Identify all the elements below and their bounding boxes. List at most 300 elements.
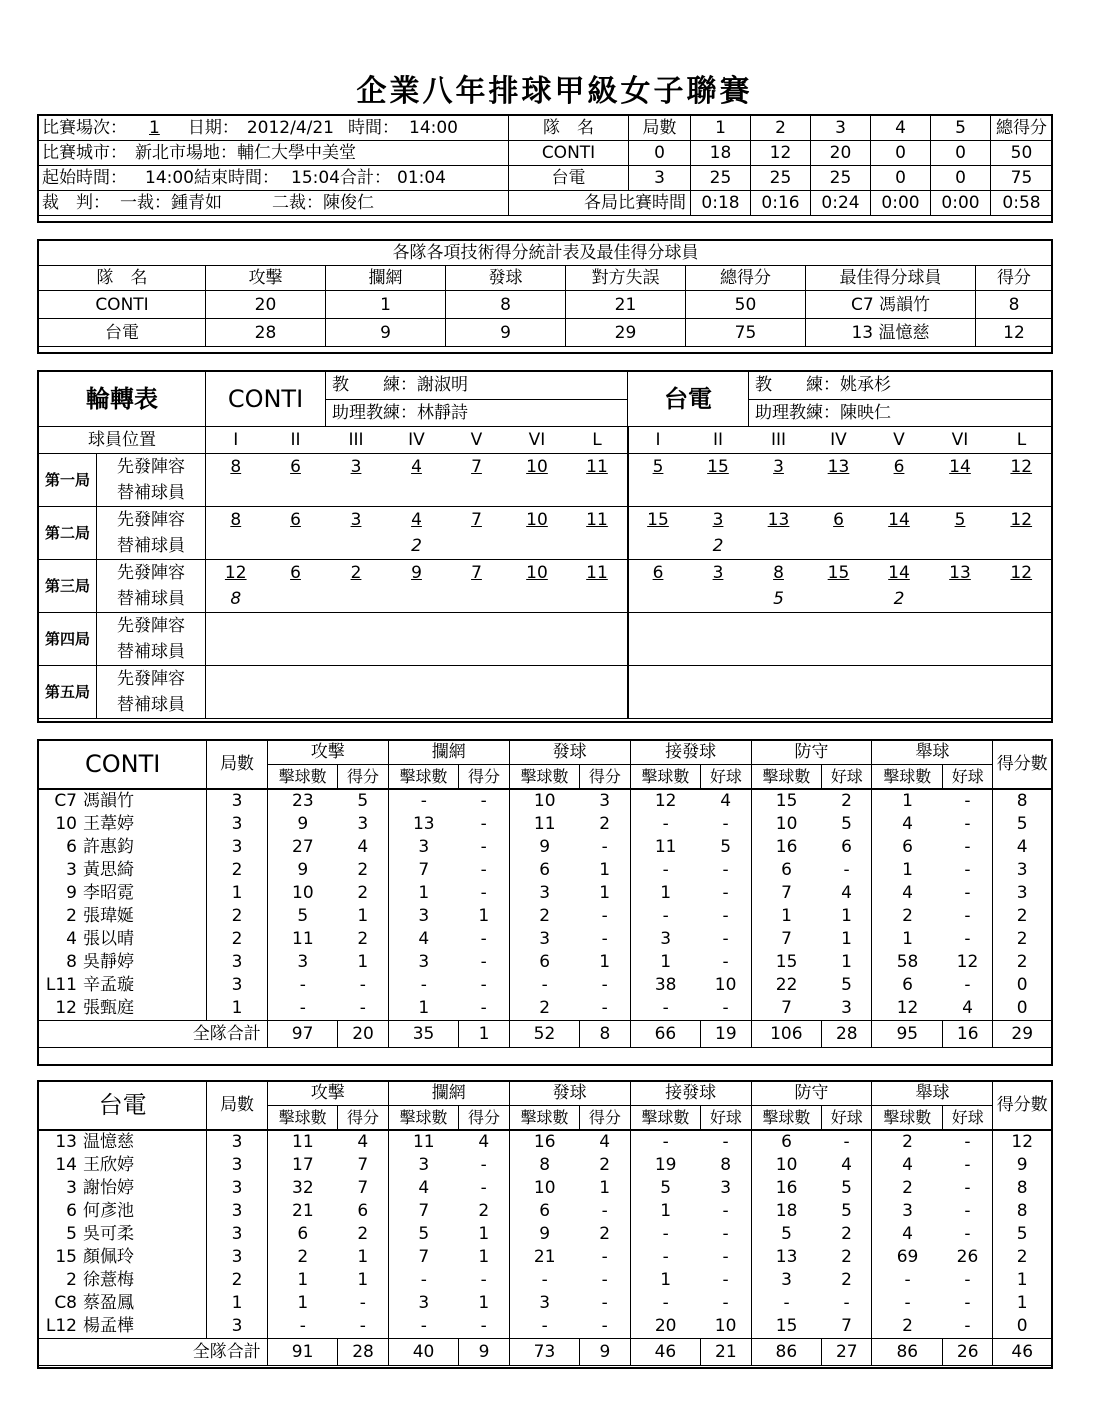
player-number: 6: [66, 1201, 77, 1221]
stat-value: -: [580, 997, 630, 1021]
player-label: 王欣婷: [83, 1155, 134, 1175]
starter-number: 10: [507, 507, 568, 534]
ref2: 陳俊仁: [323, 193, 374, 213]
stat-value: 12: [630, 789, 701, 813]
team-a-name: CONTI: [206, 372, 326, 427]
stat-value: -: [580, 1315, 630, 1339]
stat-value: 5: [701, 836, 751, 859]
stat-value: 3: [338, 813, 388, 836]
skill-sub-header: 擊球數: [751, 1106, 822, 1131]
skill-group-header: 攔網: [388, 741, 509, 765]
skill-sub-header: 擊球數: [509, 1106, 580, 1131]
total-label: 全隊合計: [39, 1339, 268, 1366]
total-value: 28: [338, 1339, 388, 1366]
stat-value: -: [459, 859, 509, 882]
starter-number: 3: [749, 454, 809, 481]
stat-value: 3: [388, 1154, 459, 1177]
position-header: VI: [930, 427, 991, 454]
stat-value: 9: [509, 836, 580, 859]
stat-value: -: [701, 1292, 751, 1315]
stat-value: 11: [509, 813, 580, 836]
sets-played: 3: [207, 974, 267, 997]
stat-value: 5: [338, 789, 388, 813]
stat-value: 4: [872, 882, 943, 905]
stat-value: -: [943, 1292, 993, 1315]
stat-value: 1: [872, 928, 943, 951]
tech-value: 75: [686, 319, 806, 347]
venue: 輔仁大學中美堂: [237, 143, 356, 163]
stat-value: 4: [338, 836, 388, 859]
starter-number: 4: [387, 454, 447, 481]
stat-value: -: [580, 905, 630, 928]
rotation-title: 輪轉表: [39, 372, 206, 427]
stat-value: 6: [267, 1223, 338, 1246]
total-time: 01:04: [397, 168, 446, 188]
player-label: 許惠鈞: [83, 837, 134, 857]
stat-value: -: [580, 1246, 630, 1269]
substitute-number: 2: [387, 533, 447, 560]
team-name: 台電: [509, 166, 629, 191]
sets-played: 1: [207, 882, 267, 905]
stat-value: -: [459, 951, 509, 974]
skill-sub-header: 得分: [580, 765, 630, 790]
set-score: 25: [751, 166, 811, 191]
stat-value: 2: [338, 1223, 388, 1246]
stat-value: 1: [338, 905, 388, 928]
stat-value: 21: [509, 1246, 580, 1269]
team-name: 台電: [39, 319, 206, 347]
team-name: CONTI: [39, 291, 206, 319]
starter-number: 12: [991, 560, 1053, 587]
stat-value: -: [701, 997, 751, 1021]
sets-played: 3: [207, 1315, 267, 1339]
best-scorer: C7 馮韻竹: [806, 291, 976, 319]
stat-value: 10: [509, 1177, 580, 1200]
total-value: 29: [993, 1021, 1052, 1048]
stat-value: -: [580, 1269, 630, 1292]
player-number: 15: [55, 1247, 77, 1267]
stat-value: 1: [459, 1246, 509, 1269]
stat-value: 12: [943, 951, 993, 974]
stat-value: 6: [509, 1200, 580, 1223]
stat-value: 16: [751, 1177, 822, 1200]
position-header: VI: [507, 427, 568, 454]
score-header: 5: [931, 116, 991, 141]
stat-value: 10: [751, 813, 822, 836]
stat-value: 5: [822, 813, 872, 836]
stat-value: -: [701, 859, 751, 882]
stat-value: -: [701, 905, 751, 928]
starter-number: 14: [869, 507, 930, 534]
player-number: 6: [66, 837, 77, 857]
points-header: 得分數: [993, 1082, 1052, 1131]
stat-value: 4: [388, 928, 459, 951]
stat-value: 1: [580, 859, 630, 882]
tech-header: 攻擊: [206, 266, 326, 291]
stat-value: -: [701, 1269, 751, 1292]
stat-value: 4: [822, 882, 872, 905]
set-score: 0: [871, 166, 931, 191]
tech-value: 1: [326, 291, 446, 319]
starter-number: 12: [991, 454, 1053, 481]
stat-value: 3: [751, 1269, 822, 1292]
starter-number: 6: [266, 560, 326, 587]
stat-value: 1: [338, 1246, 388, 1269]
stat-value: 1: [630, 951, 701, 974]
stat-value: 2: [872, 1177, 943, 1200]
stat-value: 4: [872, 1223, 943, 1246]
stat-value: 1: [580, 951, 630, 974]
set-label: 第五局: [39, 666, 97, 719]
stat-value: 1: [630, 882, 701, 905]
tech-header: 攔網: [326, 266, 446, 291]
stat-value: 1: [872, 789, 943, 813]
stat-value: -: [630, 1246, 701, 1269]
substitute-number: 2: [688, 533, 749, 560]
skill-group-header: 舉球: [872, 1082, 993, 1106]
stat-value: -: [580, 836, 630, 859]
referee-label: 裁 判：: [42, 193, 110, 213]
points: 3: [993, 859, 1052, 882]
stat-value: -: [701, 813, 751, 836]
substitute-label: 替補球員: [97, 480, 206, 507]
tech-value: 50: [686, 291, 806, 319]
position-header: I: [206, 427, 266, 454]
stat-value: 1: [580, 882, 630, 905]
points-header: 得分數: [993, 741, 1052, 790]
skill-sub-header: 擊球數: [630, 1106, 701, 1131]
best-scorer: 13 温憶慈: [806, 319, 976, 347]
stat-value: 4: [459, 1130, 509, 1154]
starter-number: 14: [930, 454, 991, 481]
skill-sub-header: 擊球數: [630, 765, 701, 790]
set-score: 12: [751, 141, 811, 166]
stat-value: -: [630, 997, 701, 1021]
stat-value: 2: [509, 905, 580, 928]
player-label: 吳可柔: [83, 1224, 134, 1244]
header-frame: [37, 114, 1053, 223]
starter-number: 11: [568, 454, 628, 481]
starter-number: 10: [507, 454, 568, 481]
sets-played: 3: [207, 1130, 267, 1154]
total-value: 86: [751, 1339, 822, 1366]
stat-value: -: [630, 1223, 701, 1246]
stat-value: 1: [822, 905, 872, 928]
points: 8: [993, 789, 1052, 813]
stat-value: 7: [388, 1200, 459, 1223]
starter-number: 15: [628, 507, 688, 534]
stat-value: -: [267, 997, 338, 1021]
starter-label: 先發陣容: [97, 613, 206, 640]
tech-header: 發球: [446, 266, 566, 291]
assistant-label: 助理教練：: [332, 402, 417, 423]
stat-value: 2: [822, 789, 872, 813]
stat-value: -: [338, 974, 388, 997]
stat-value: 1: [580, 1177, 630, 1200]
stat-value: -: [459, 882, 509, 905]
sets-played: 3: [207, 1200, 267, 1223]
skill-sub-header: 好球: [943, 765, 993, 790]
stat-value: 5: [751, 1223, 822, 1246]
ref1: 鍾青如: [171, 193, 222, 213]
total-value: 16: [943, 1021, 993, 1048]
stat-value: -: [630, 1292, 701, 1315]
stat-value: -: [338, 1292, 388, 1315]
player-label: 張甄庭: [83, 998, 134, 1018]
substitute-number: 2: [869, 586, 930, 613]
starter-number: 6: [869, 454, 930, 481]
stat-value: 1: [822, 951, 872, 974]
stat-value: 2: [580, 1223, 630, 1246]
stat-value: -: [509, 1269, 580, 1292]
points: 3: [993, 882, 1052, 905]
stat-value: 1: [388, 882, 459, 905]
player-number: 2: [66, 906, 77, 926]
score-header: 局數: [629, 116, 691, 141]
stat-value: 5: [822, 974, 872, 997]
stat-value: 3: [388, 836, 459, 859]
set-time: 0:16: [751, 191, 811, 216]
tech-value: 12: [976, 319, 1053, 347]
starter-number: 8: [206, 507, 266, 534]
player-number: 2: [66, 1270, 77, 1290]
tech-header: 得分: [976, 266, 1053, 291]
stat-value: -: [701, 882, 751, 905]
position-header: III: [749, 427, 809, 454]
city: 新北市: [135, 143, 186, 163]
points: 5: [993, 813, 1052, 836]
position-header: V: [447, 427, 507, 454]
player-number: C7: [54, 791, 77, 811]
skill-sub-header: 擊球數: [751, 765, 822, 790]
total-value: 35: [388, 1021, 459, 1048]
tech-value: 8: [976, 291, 1053, 319]
starter-label: 先發陣容: [97, 507, 206, 534]
stat-value: -: [267, 974, 338, 997]
stat-value: -: [388, 1269, 459, 1292]
stat-value: 1: [872, 859, 943, 882]
stat-value: 7: [751, 882, 822, 905]
points: 4: [993, 836, 1052, 859]
starter-number: 4: [387, 507, 447, 534]
stat-value: -: [459, 836, 509, 859]
stat-value: 6: [872, 974, 943, 997]
date: 2012/4/21: [246, 118, 334, 138]
stat-value: 1: [267, 1269, 338, 1292]
score-header: 2: [751, 116, 811, 141]
player-number: 12: [55, 998, 77, 1018]
stat-value: 11: [388, 1130, 459, 1154]
sets-played: 3: [207, 836, 267, 859]
set-score: 0: [871, 141, 931, 166]
stat-value: 32: [267, 1177, 338, 1200]
stat-value: -: [943, 974, 993, 997]
player-label: 張瑋娫: [83, 906, 134, 926]
starter-number: 7: [447, 560, 507, 587]
total-value: 27: [822, 1339, 872, 1366]
skill-group-header: 發球: [509, 1082, 630, 1106]
stat-value: 69: [872, 1246, 943, 1269]
score-header: 4: [871, 116, 931, 141]
stat-value: 16: [509, 1130, 580, 1154]
stat-value: -: [943, 1154, 993, 1177]
coach-label: 教 練：: [332, 375, 417, 396]
stat-value: 2: [872, 905, 943, 928]
stat-value: 19: [630, 1154, 701, 1177]
skill-group-header: 防守: [751, 741, 872, 765]
set-score: 50: [991, 141, 1053, 166]
tech-value: 29: [566, 319, 686, 347]
skill-sub-header: 擊球數: [872, 1106, 943, 1131]
skill-sub-header: 擊球數: [388, 1106, 459, 1131]
stat-value: 2: [580, 1154, 630, 1177]
stat-value: -: [509, 974, 580, 997]
points: 9: [993, 1154, 1052, 1177]
sets-played: 3: [207, 1223, 267, 1246]
set-score: 3: [629, 166, 691, 191]
stat-value: 1: [459, 1223, 509, 1246]
stat-value: 2: [822, 1246, 872, 1269]
starter-number: 15: [809, 560, 869, 587]
stat-value: -: [388, 789, 459, 813]
player-label: 何彥池: [83, 1201, 134, 1221]
stat-value: 3: [388, 1292, 459, 1315]
substitute-number: 8: [206, 586, 266, 613]
sets-played: 2: [207, 1269, 267, 1292]
starter-label: 先發陣容: [97, 666, 206, 693]
player-label: 辛孟璇: [83, 975, 134, 995]
starter-number: 6: [628, 560, 688, 587]
sets-played: 3: [207, 1246, 267, 1269]
sets-played: 3: [207, 951, 267, 974]
stat-value: -: [943, 859, 993, 882]
stat-value: -: [459, 1269, 509, 1292]
team-b-name: 台電: [628, 372, 749, 427]
stat-value: 3: [580, 789, 630, 813]
stat-value: 6: [338, 1200, 388, 1223]
starter-number: 5: [930, 507, 991, 534]
substitute-label: 替補球員: [97, 692, 206, 719]
total-value: 19: [701, 1021, 751, 1048]
stat-value: 3: [509, 1292, 580, 1315]
coach-name: 姚承杉: [840, 375, 891, 396]
score-header: 隊 名: [509, 116, 629, 141]
tech-value: 9: [326, 319, 446, 347]
time-label: 時間：: [348, 118, 399, 138]
points: 0: [993, 974, 1052, 997]
taipower-frame: [37, 1080, 1053, 1369]
stat-value: 1: [459, 1292, 509, 1315]
stat-value: -: [630, 905, 701, 928]
stat-value: 5: [630, 1177, 701, 1200]
stat-value: 1: [388, 997, 459, 1021]
stat-value: -: [822, 859, 872, 882]
stat-value: 18: [751, 1200, 822, 1223]
player-number: 8: [66, 952, 77, 972]
stat-value: -: [872, 1269, 943, 1292]
set-time: 0:58: [991, 191, 1053, 216]
player-label: 徐薏梅: [83, 1270, 134, 1290]
stat-value: 2: [338, 928, 388, 951]
starter-number: 12: [206, 560, 266, 587]
stat-value: 9: [267, 859, 338, 882]
starter-number: 11: [568, 507, 628, 534]
stat-value: -: [338, 997, 388, 1021]
skill-sub-header: 得分: [580, 1106, 630, 1131]
score-header: 總得分: [991, 116, 1053, 141]
stat-value: 5: [822, 1200, 872, 1223]
match-no-label: 比賽場次：: [42, 118, 127, 138]
stat-value: 7: [388, 1246, 459, 1269]
stat-value: 22: [751, 974, 822, 997]
starter-number: 12: [991, 507, 1053, 534]
starter-number: 13: [930, 560, 991, 587]
set-label: 第三局: [39, 560, 97, 613]
points: 0: [993, 1315, 1052, 1339]
points: 1: [993, 1292, 1052, 1315]
stat-value: -: [943, 1315, 993, 1339]
skill-sub-header: 擊球數: [267, 1106, 338, 1131]
starter-number: 7: [447, 507, 507, 534]
set-label: 第一局: [39, 454, 97, 507]
tech-frame: [37, 239, 1053, 354]
total-value: 86: [872, 1339, 943, 1366]
start-label: 起始時間：: [42, 168, 127, 188]
skill-group-header: 接發球: [630, 741, 751, 765]
substitute-label: 替補球員: [97, 639, 206, 666]
skill-sub-header: 擊球數: [872, 765, 943, 790]
tech-value: 20: [206, 291, 326, 319]
stat-value: 6: [751, 859, 822, 882]
stat-value: -: [459, 1154, 509, 1177]
assistant-name: 林靜詩: [417, 402, 468, 423]
stat-value: 16: [751, 836, 822, 859]
ref2-label: 二裁：: [272, 193, 323, 213]
stat-value: -: [701, 1200, 751, 1223]
total-value: 1: [459, 1021, 509, 1048]
stat-value: -: [630, 813, 701, 836]
end-time: 15:04: [291, 168, 340, 188]
stat-value: 8: [701, 1154, 751, 1177]
stat-value: 27: [267, 836, 338, 859]
stat-value: -: [701, 1223, 751, 1246]
stat-value: 1: [267, 1292, 338, 1315]
sets-played: 3: [207, 789, 267, 813]
total-value: 95: [872, 1021, 943, 1048]
skill-group-header: 舉球: [872, 741, 993, 765]
sets-played: 3: [207, 1177, 267, 1200]
sets-played: 3: [207, 813, 267, 836]
stat-value: 10: [701, 1315, 751, 1339]
player-label: 温憶慈: [83, 1132, 134, 1152]
stat-value: 5: [267, 905, 338, 928]
stat-value: -: [580, 928, 630, 951]
total-value: 91: [267, 1339, 338, 1366]
stat-value: 11: [630, 836, 701, 859]
starter-number: 14: [869, 560, 930, 587]
stat-value: 3: [388, 905, 459, 928]
starter-number: 10: [507, 560, 568, 587]
set-label: 第四局: [39, 613, 97, 666]
stat-value: 20: [630, 1315, 701, 1339]
stat-value: 7: [822, 1315, 872, 1339]
player-label: 蔡盈鳳: [83, 1293, 134, 1313]
player-number: L12: [45, 1316, 77, 1336]
points: 8: [993, 1177, 1052, 1200]
starter-label: 先發陣容: [97, 560, 206, 587]
starter-number: 13: [809, 454, 869, 481]
points: 2: [993, 905, 1052, 928]
